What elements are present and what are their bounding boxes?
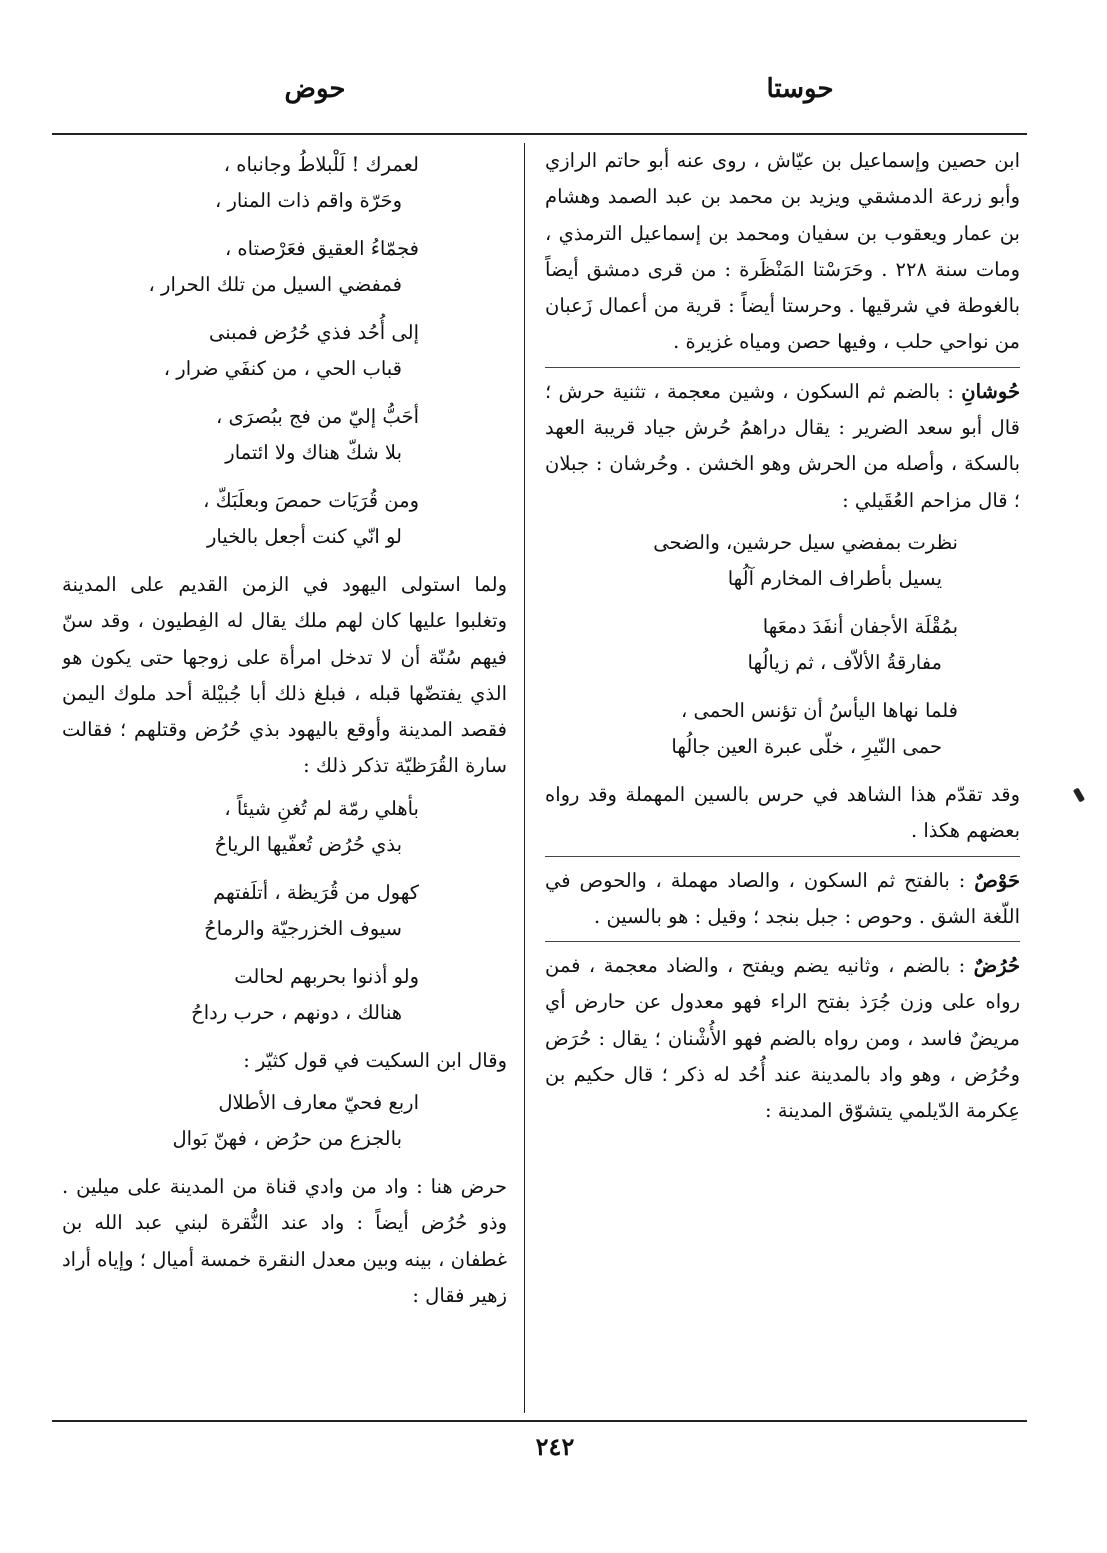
hemistich-first: بأهلي رمّة لم تُغنِ شيئاً ، [224,796,419,820]
headword-hurshan: حُوشانِ [961,379,1020,403]
hemistich-second: بذي حُرُض تُعفّيها الرياحُ [214,832,402,856]
hemistich-second: حمى النّيرِ ، خلّى عبرة العين جالُها [671,734,942,758]
verse [62,1085,507,1157]
top-rule [52,133,1027,135]
hemistich-second: وحَرّة واقم ذات المنار ، [214,189,402,212]
verse [62,315,507,387]
entry-hawṣ [545,863,1020,943]
verse [62,399,507,471]
verse [62,147,507,219]
entry-hurshan [545,374,1020,519]
left-column [62,143,507,1413]
hemistich-first: نظرت بمفضي سيل حرشين، والضحى [653,530,958,554]
headword-hurud: حُرُضٌ [973,954,1020,978]
hemistich-second: قباب الحي ، من كنفَي ضرار ، [163,357,402,380]
hemistich-first: أحَبُّ إليّ من فج ببُصرَى ، [216,405,419,428]
verse [62,231,507,303]
paragraph-jews-medina: ولما استولى اليهود في الزمن القديم على المدينة وتغلبوا عليها كان لهم ملك يقال له الفِطيون ، وقد سنّ فيهم سُنّة أن لا تدخل امرأة على زوجها حتى يكون هو الذي يفتضّها قبله ، فبلغ ذلك أبا جُبيْلة أحد ملوك اليمن فقصد المدينة وأوقع باليهود بذي حُرُض وقتلهم ؛ فقالت سارة القُرَظيّة تذكر ذلك : [62,573,507,778]
hemistich-second: فمفضي السيل من تلك الحرار ، [148,273,402,296]
verse [62,791,507,863]
paragraph-ibn-sikkit: وقال ابن السكيت في قول كثيّر : [243,1048,507,1072]
paragraph-hurud-valley: حرض هنا : واد من وادي قناة من المدينة على ميلين . وذو حُرُض أيضاً : واد عند النُّقرة لبني عبد الله بن غطفان ، بينه وبين معدل النقرة خمسة أميال ؛ وإياه أراد زهير فقال : [62,1175,507,1307]
hemistich-second: هنالك ، دونهم ، حرب رداحُ [191,1000,402,1024]
entry-hurud [545,948,1020,1129]
hemistich-second: سيوف الخزرجيّة والرماحُ [204,916,402,940]
hemistich-first: ولو أذنوا بحربهم لحالت [234,964,419,988]
hemistich-first: لعمرك ! لَلْبلاطُ وجانباه ، [223,153,419,176]
paragraph-harasta-continued: ابن حصين وإسماعيل بن عيّاش ، روى عنه أبو حاتم الرازي وأبو زرعة الدمشقي ويزيد بن محمد بن عبد الصمد وهشام بن عمار ويعقوب بن سفيان ومحمد بن إسماعيل الترمذي ، ومات سنة ٢٢٨ . وحَرَسْتا المَنْظَرة : من قرى دمشق أيضاً بالغوطة في شرقيها . وحرستا أيضاً : قرية من أعمال زَعبان من نواحي حلب ، وفيها حصن ومياه غزيرة . [545,143,1020,368]
right-column [545,143,1020,1413]
verse [62,483,507,555]
entry-hurshan-body: : بالضم ثم السكون ، وشين معجمة ، تثنية حرش ؛ قال أبو سعد الضرير : يقال دراهمُ حُرش جياد قريبة العهد بالسكة ، وأصله من الحرش وهو الخشن . وحُرشان : جبلان ؛ قال مزاحم العُقَيلي : [545,379,1020,512]
hemistich-second: بالجزع من حرُض ، فهنّ بَوال [172,1127,402,1151]
hemistich-first: فلما نهاها اليأسُ أن تؤنس الحمى ، [680,698,958,722]
bottom-rule [52,1420,1027,1422]
hemistich-first: كهول من قُرَيظة ، أتلَفتهم [213,880,419,904]
hemistich-second: يسيل بأطراف المخارم آلُها [727,566,942,590]
hemistich-first: إلى أُحُد فذي حُرُض فمبنى [209,321,419,344]
verse [62,875,507,947]
entry-hawṣ-body: : بالفتح ثم السكون ، والصاد مهملة ، والحوص في اللّغة الشق . وحوص : جبل بنجد ؛ وقيل : هو بالسين . [545,868,1020,928]
right-running-header: حوستا [766,74,834,104]
hemistich-first: ومن قُرَيَات حمصَ وبعلَبَكّ ، [203,489,419,512]
verse [545,693,1020,765]
paragraph-note: وقد تقدّم هذا الشاهد في حرس بالسين المهملة وقد رواه بعضهم هكذا . [545,777,1020,857]
hemistich-first: فجمّاءُ العقيق فعَرْصتاه ، [224,237,419,260]
hemistich-first: بمُقْلَة الأجفان أنفَدَ دمعَها [762,614,958,638]
entry-hurud-body: : بالضم ، وثانيه يضم ويفتح ، والضاد معجمة ، فمن رواه على وزن جُرَذ بفتح الراء فهو معدول عن حارض أي مريضٌ فاسد ، ومن رواه بالضم فهو الأُشْنان ؛ يقال : حُرَض وحُرُض ، وهو واد بالمدينة عند أُحُد له ذكر ؛ قال حكيم بن عِكرمة الدّيلمي يتشوّق المدينة : [545,954,1020,1123]
margin-mark [1073,787,1085,802]
verse [545,525,1020,597]
verse [62,959,507,1031]
hemistich-second: بلا شكّ هناك ولا ائتمار [225,441,402,464]
hemistich-first: اربع فحيّ معارف الأطلال [218,1091,419,1115]
page-number: ٢٤٢ [535,1432,575,1461]
hemistich-second: لو انّي كنت أجعل بالخيار [206,525,402,548]
hemistich-second: مفارقةُ الألاّف ، ثم زيالُها [747,650,942,674]
left-running-header: حوض [284,74,346,104]
verse [545,609,1020,681]
column-divider [524,143,525,1413]
headword-hawṣ: حَوْصٌ [974,868,1020,892]
